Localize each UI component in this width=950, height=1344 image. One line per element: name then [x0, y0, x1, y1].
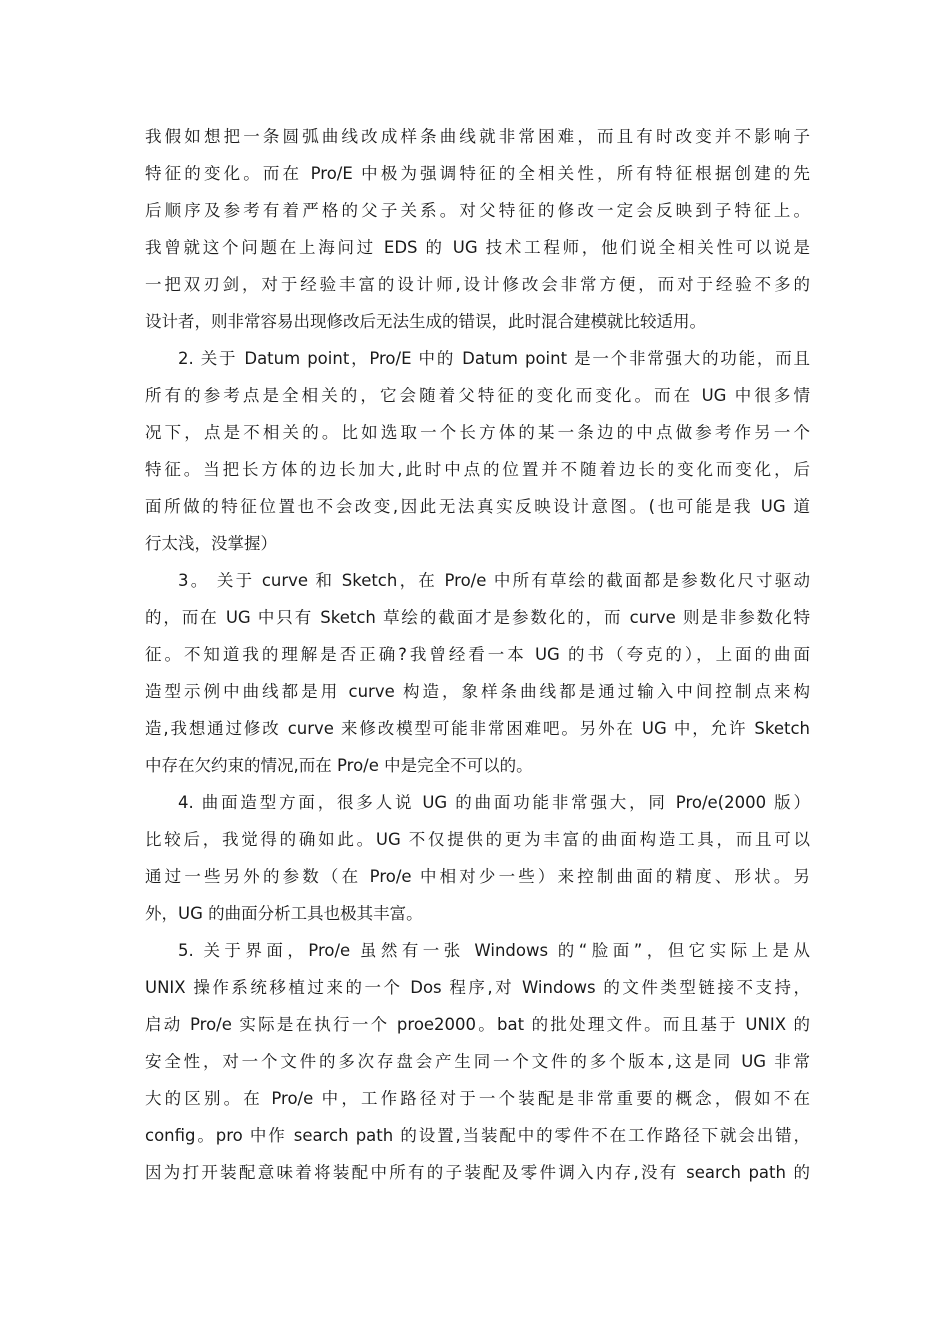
text-line: 3。 关于 curve 和 Sketch，在 Pro/e 中所有草绘的截面都是参数化尺寸驱动: [178, 571, 810, 590]
text-line: 征。不知道我的理解是否正确?我曾经看一本 UG 的书（夸克的），上面的曲面: [145, 645, 810, 664]
text-line: 我假如想把一条圆弧曲线改成样条曲线就非常困难，而且有时改变并不影响子: [145, 127, 810, 146]
text-line: 启动 Pro/e 实际是在执行一个 proe2000。bat 的批处理文件。而且基于 UNIX 的: [145, 1015, 810, 1034]
text-line: 后顺序及参考有着严格的父子关系。对父特征的修改一定会反映到子特征上。: [145, 201, 810, 220]
text-line: 造,我想通过修改 curve 来修改模型可能非常困难吧。另外在 UG 中，允许 Sketch: [145, 719, 810, 738]
text-line: 中存在欠约束的情况,而在 Pro/e 中是完全不可以的。: [145, 756, 533, 775]
text-line: 况下，点是不相关的。比如选取一个长方体的某一条边的中点做参考作另一个: [145, 423, 810, 442]
text-line: 设计者，则非常容易出现修改后无法生成的错误，此时混合建模就比较适用。: [145, 312, 706, 331]
text-line: 比较后，我觉得的确如此。UG 不仅提供的更为丰富的曲面构造工具，而且可以: [145, 830, 810, 849]
text-line: 面所做的特征位置也不会改变,因此无法真实反映设计意图。(也可能是我 UG 道: [145, 497, 810, 516]
text-line: 通过一些另外的参数（在 Pro/e 中相对少一些）来控制曲面的精度、形状。另: [145, 867, 810, 886]
text-line: 2. 关于 Datum point，Pro/E 中的 Datum point 是一个非常强大的功能，而且: [178, 349, 810, 368]
text-line: 特征的变化。而在 Pro/E 中极为强调特征的全相关性，所有特征根据创建的先: [145, 164, 810, 183]
text-line: 特征。当把长方体的边长加大,此时中点的位置并不随着边长的变化而变化，后: [145, 460, 810, 479]
text-line: 外，UG 的曲面分析工具也极其丰富。: [145, 904, 423, 923]
text-line: 的，而在 UG 中只有 Sketch 草绘的截面才是参数化的，而 curve 则是非参数化特: [145, 608, 810, 627]
text-line: config。pro 中作 search path 的设置,当装配中的零件不在工作路径下就会出错，: [145, 1126, 810, 1145]
text-line: 我曾就这个问题在上海问过 EDS 的 UG 技术工程师，他们说全相关性可以说是: [145, 238, 810, 257]
text-line: 4. 曲面造型方面，很多人说 UG 的曲面功能非常强大，同 Pro/e(2000 版）: [178, 793, 810, 812]
text-line: 安全性，对一个文件的多次存盘会产生同一个文件的多个版本,这是同 UG 非常: [145, 1052, 810, 1071]
text-line: 大的区别。在 Pro/e 中，工作路径对于一个装配是非常重要的概念，假如不在: [145, 1089, 810, 1108]
text-line: 一把双刃剑，对于经验丰富的设计师,设计修改会非常方便，而对于经验不多的: [145, 275, 810, 294]
text-line: 所有的参考点是全相关的，它会随着父特征的变化而变化。而在 UG 中很多情: [145, 386, 810, 405]
text-line: 因为打开装配意味着将装配中所有的子装配及零件调入内存,没有 search path 的: [145, 1163, 810, 1182]
text-line: 造型示例中曲线都是用 curve 构造，象样条曲线都是通过输入中间控制点来构: [145, 682, 810, 701]
text-line: UNIX 操作系统移植过来的一个 Dos 程序,对 Windows 的文件类型链接不支持，: [145, 978, 810, 997]
text-line: 5. 关于界面，Pro/e 虽然有一张 Windows 的“脸面”，但它实际上是从: [178, 941, 810, 960]
text-line: 行太浅，没掌握）: [145, 534, 277, 553]
body-text: [145, 118, 810, 1191]
